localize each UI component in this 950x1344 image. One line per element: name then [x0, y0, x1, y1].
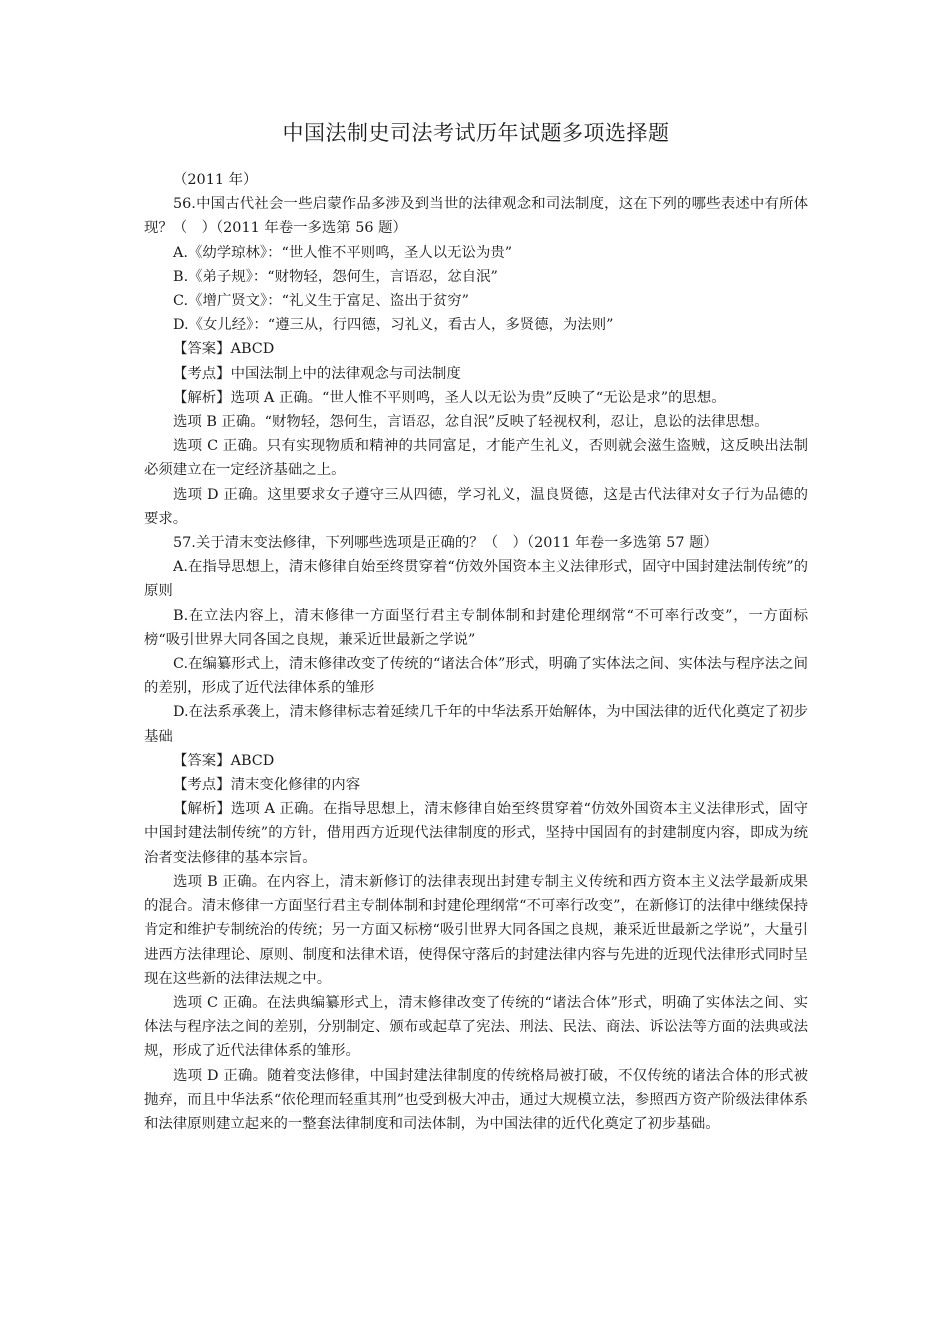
q56-analysis-c: 选项 C 正确。只有实现物质和精神的共同富足，才能产生礼义，否则就会滋生盗贼，这反映出法制必须建立在一定经济基础之上。 — [144, 438, 808, 479]
q56-answer: 【答案】ABCD — [173, 341, 275, 358]
question-56: 56.中国古代社会一些启蒙作品多涉及到当世的法律观念和司法制度，这在下列的哪些表述中有所体现？（ ）（2011 年卷一多选第 56 题） — [144, 196, 808, 237]
q56-option-c: C.《增广贤文》：“礼义生于富足、盗出于贫穷” — [173, 293, 470, 310]
q56-analysis-d: 选项 D 正确。这里要求女子遵守三从四德，学习礼义，温良贤德，这是古代法律对女子行为品德的要求。 — [144, 486, 808, 527]
q56-option-a: A.《幼学琼林》：“世人惟不平则鸣，圣人以无讼为贵” — [173, 244, 513, 261]
q57-option-d: D.在法系承袭上，清末修律标志着延续几千年的中华法系开始解体，为中国法律的近代化奠定了初步基础 — [144, 704, 808, 745]
q57-analysis-a: 【解析】选项 A 正确。在指导思想上，清末修律自始至终贯穿着“仿效外国资本主义法律形式，固守中国封建法制传统”的方针，借用西方近现代法律制度的形式，坚持中国固有的封建制度内容，即成为统治者变法修律的基本宗旨。 — [144, 801, 808, 866]
q57-analysis-c: 选项 C 正确。在法典编纂形式上，清末修律改变了传统的“诸法合体”形式，明确了实体法之间、实体法与程序法之间的差别，分别制定、颁布或起草了宪法、刑法、民法、商法、诉讼法等方面的法典或法规，形成了近代法律体系的雏形。 — [144, 994, 808, 1060]
q56-topic: 【考点】中国法制上中的法律观念与司法制度 — [173, 365, 461, 382]
q57-option-b: B.在立法内容上，清末修律一方面坚行君主专制体制和封建伦理纲常“不可率行改变”，一方面标榜“吸引世界大同各国之良规，兼采近世最新之学说” — [144, 607, 808, 648]
q57-analysis-b: 选项 B 正确。在内容上，清末新修订的法律表现出封建专制主义传统和西方资本主义法学最新成果的混合。清末修律一方面坚行君主专制体制和封建伦理纲常“不可率行改变”，在新修订的法律中继续保持肯定和维护专制统治的传统；另一方面又标榜“吸引世界大同各国之良规，兼采近世最新之学说”，大量引进西方法律理论、原则、制度和法律术语，使得保守落后的封建法律内容与先进的近现代法律形式同时呈现在这些新的法律法规之中。 — [144, 873, 808, 987]
document-page — [144, 116, 808, 1136]
q57-answer: 【答案】ABCD — [173, 752, 275, 769]
q57-option-c: C.在编纂形式上，清末修律改变了传统的“诸法合体”形式，明确了实体法之间、实体法与程序法之间的差别，形成了近代法律体系的雏形 — [144, 656, 808, 697]
q57-topic: 【考点】清末变化修律的内容 — [173, 777, 361, 794]
q56-option-d: D.《女儿经》：“遵三从，行四德，习礼义，看古人，多贤德，为法则” — [173, 317, 614, 334]
q56-analysis-b: 选项 B 正确。“财物轻，怨何生，言语忍，忿自泯”反映了轻视权利，忍让，息讼的法律思想。 — [173, 414, 769, 431]
year-heading: （2011 年） — [173, 172, 258, 188]
q57-option-a: A.在指导思想上，清末修律自始至终贯穿着“仿效外国资本主义法律形式，固守中国封建法制传统”的原则 — [144, 559, 808, 600]
document-title: 中国法制史司法考试历年试题多项选择题 — [282, 121, 670, 145]
q56-analysis-a: 【解析】选项 A 正确。“世人惟不平则鸣，圣人以无讼为贵”反映了“无讼是求”的思想。 — [173, 389, 726, 406]
q56-option-b: B.《弟子规》：“财物轻，怨何生，言语忍，忿自泯” — [173, 268, 498, 285]
q57-analysis-d: 选项 D 正确。随着变法修律，中国封建法律制度的传统格局被打破，不仅传统的诸法合体的形式被抛弃，而且中华法系“依伦理而轻重其刑”也受到极大冲击，通过大规模立法，参照西方资产阶级法律体系和法律原则建立起来的一整套法律制度和司法体制，为中国法律的近代化奠定了初步基础。 — [144, 1067, 808, 1132]
question-57: 57.关于清末变法修律，下列哪些选项是正确的？（ ）（2011 年卷一多选第 57 题） — [173, 535, 718, 552]
